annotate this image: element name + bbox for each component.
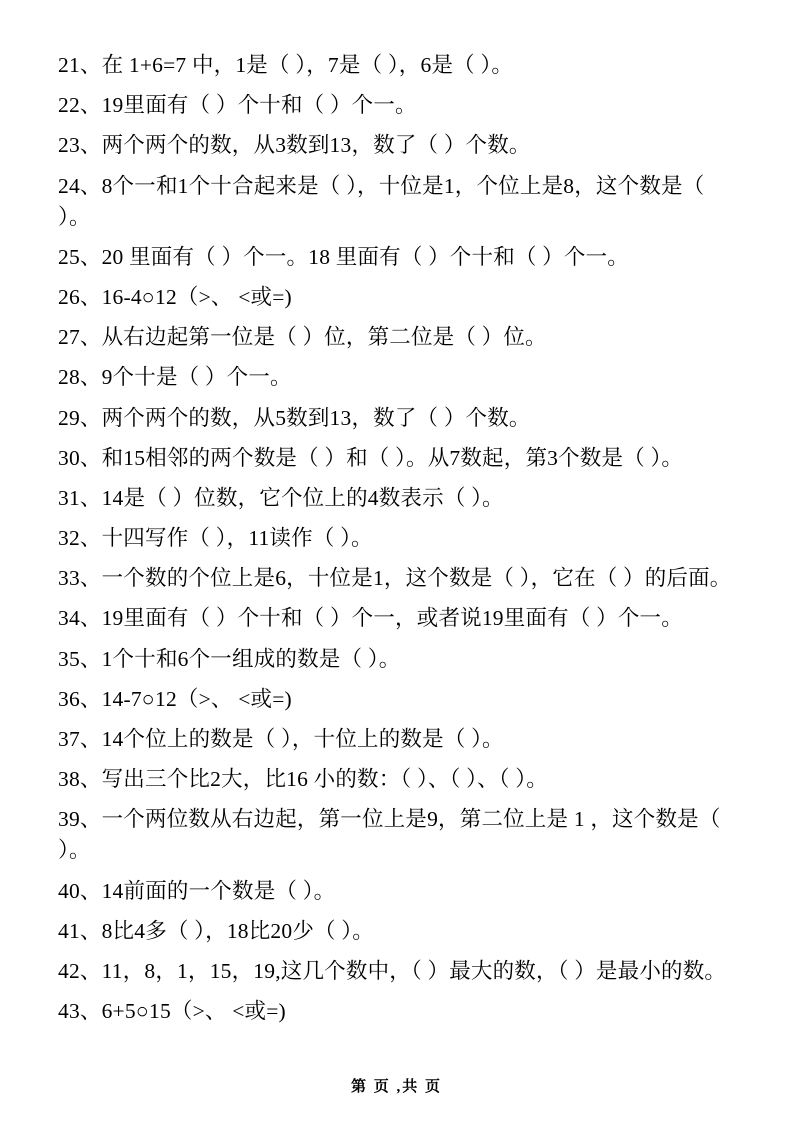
question-item: 38、写出三个比2大，比16 小的数：（ ）、（ ）、（ ）。: [58, 767, 548, 792]
question-item: 36、14-7○12（>、 <或=): [58, 686, 292, 711]
question-item: 43、6+5○15（>、 <或=): [58, 999, 286, 1024]
question-item: 41、8比4多（ ），18比20少（ ）。: [58, 918, 374, 943]
question-item: 34、19里面有（ ）个十和（ ）个一，或者说19里面有（ ）个一。: [58, 606, 683, 631]
question-item: 40、14前面的一个数是（ ）。: [58, 878, 336, 903]
question-item: 35、1个十和6个一组成的数是（ ）。: [58, 646, 401, 671]
question-list: [58, 50, 735, 1027]
question-item: 27、从右边起第一位是（ ）位，第二位是（ ）位。: [58, 325, 547, 350]
question-item: 42、11，8，1，15，19,这几个数中，（ ）最大的数，（ ）是最小的数。: [58, 958, 727, 983]
question-item: 23、两个两个的数，从3数到13，数了（ ）个数。: [58, 133, 531, 158]
question-item: 22、19里面有（ ）个十和（ ）个一。: [58, 93, 417, 118]
question-item: 33、一个数的个位上是6，十位是1，这个数是（ ），它在（ ）的后面。: [58, 566, 732, 591]
question-item: 28、9个十是（ ）个一。: [58, 365, 292, 390]
question-item: 39、一个两位数从右边起，第一位上是9，第二位上是 1 ，这个数是（ ）。: [58, 807, 721, 863]
question-item: 26、16-4○12（>、 <或=): [58, 285, 292, 310]
question-item: 37、14个位上的数是（ ），十位上的数是（ ）。: [58, 726, 504, 751]
question-item: 31、14是（ ）位数，它个位上的4数表示（ ）。: [58, 485, 504, 510]
question-item: 24、8个一和1个十合起来是（ ），十位是1，个位上是8，这个数是（ ）。: [58, 173, 705, 229]
question-item: 25、20 里面有（ ）个一。18 里面有（ ）个十和（ ）个一。: [58, 244, 629, 269]
question-item: 21、在 1+6=7 中，1是（ ），7是（ ），6是（ ）。: [58, 53, 514, 77]
question-item: 30、和15相邻的两个数是（ ）和（ ）。从7数起，第3个数是（ ）。: [58, 445, 684, 470]
question-item: 32、十四写作（ ），11读作（ ）。: [58, 526, 373, 551]
question-item: 29、两个两个的数，从5数到13，数了（ ）个数。: [58, 405, 531, 430]
page-footer: 第 页 ,共 页: [350, 1079, 442, 1095]
